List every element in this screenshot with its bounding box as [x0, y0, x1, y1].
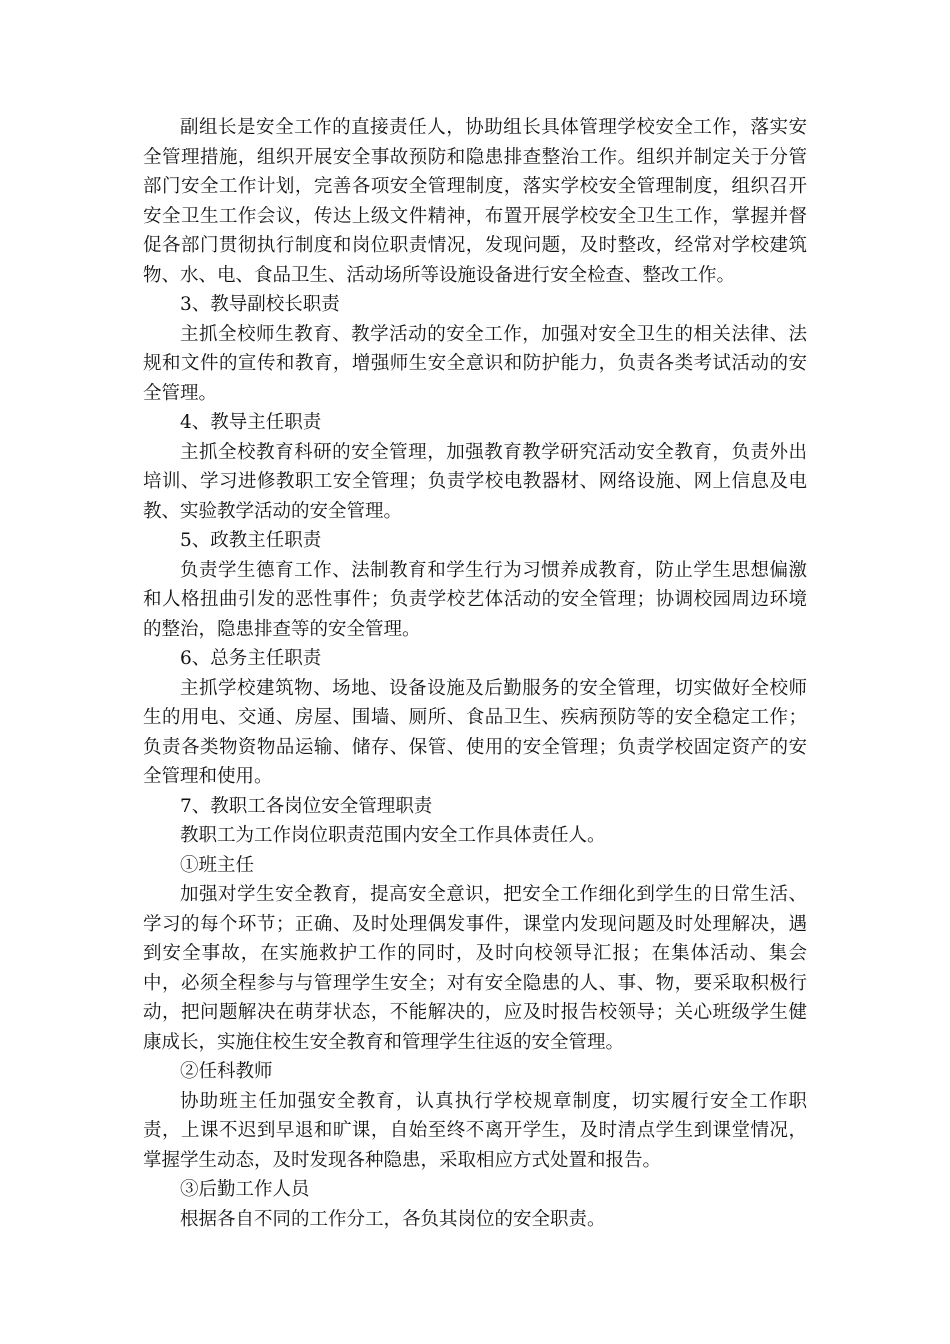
paragraph-moral-education-director: 负责学生德育工作、法制教育和学生行为习惯养成教育，防止学生思想偏激和人格扭曲引发的恶性事件；负责学校艺体活动的安全管理；协调校园周边环境的整治，隐患排查等的安全管理。 [143, 559, 807, 640]
heading-academic-vice-principal: 3、教导副校长职责 [180, 294, 340, 315]
heading-logistics-staff: ③后勤工作人员 [180, 1179, 310, 1200]
heading-moral-education-director: 5、政教主任职责 [180, 530, 322, 551]
heading-academic-director: 4、教导主任职责 [180, 412, 322, 433]
paragraph-general-affairs-director: 主抓学校建筑物、场地、设备设施及后勤服务的安全管理，切实做好全校师生的用电、交通、房屋、围墙、厕所、食品卫生、疾病预防等的安全稳定工作；负责各类物资物品运输、储存、保管、使用的安全管理；负责学校固定资产的安全管理和使用。 [143, 677, 807, 787]
paragraph-academic-vice-principal: 主抓全校师生教育、教学活动的安全工作，加强对安全卫生的相关法律、法规和文件的宣传和教育，增强师生安全意识和防护能力，负责各类考试活动的安全管理。 [143, 323, 807, 404]
paragraph-logistics-staff: 根据各自不同的工作分工，各负其岗位的安全职责。 [180, 1208, 606, 1230]
paragraph-class-teacher: 加强对学生安全教育，提高安全意识，把安全工作细化到学生的日常生活、学习的每个环节；正确、及时处理偶发事件，课堂内发现问题及时处理解决，遇到安全事故，在实施救护工作的同时，及时向校领导汇报；在集体活动、集会中，必须全程参与与管理学生安全；对有安全隐患的人、事、物，要采取积极行动，把问题解决在萌芽状态，不能解决的，应及时报告校领导；关心班级学生健康成长，实施住校生安全教育和管理学生往返的安全管理。 [143, 884, 807, 1053]
document-body [143, 113, 807, 1234]
heading-subject-teacher: ②任科教师 [180, 1061, 273, 1082]
paragraph-subject-teacher: 协助班主任加强安全教育，认真执行学校规章制度，切实履行安全工作职责，上课不迟到早退和旷课，自始至终不离开学生，及时清点学生到课堂情况，掌握学生动态，及时发现各种隐患，采取相应方式处置和报告。 [143, 1090, 807, 1171]
heading-general-affairs-director: 6、总务主任职责 [180, 648, 322, 669]
paragraph-academic-director: 主抓全校教育科研的安全管理，加强教育教学研究活动安全教育，负责外出培训、学习进修教职工安全管理；负责学校电教器材、网络设施、网上信息及电教、实验教学活动的安全管理。 [143, 441, 807, 522]
paragraph-staff-duties: 教职工为工作岗位职责范围内安全工作具体责任人。 [180, 825, 606, 846]
heading-staff-duties: 7、教职工各岗位安全管理职责 [180, 795, 433, 817]
heading-class-teacher: ①班主任 [180, 854, 255, 876]
paragraph-vice-leader-duties: 副组长是安全工作的直接责任人，协助组长具体管理学校安全工作，落实安全管理措施，组织开展安全事故预防和隐患排查整治工作。组织并制定关于分管部门安全工作计划，完善各项安全管理制度，落实学校安全管理制度，组织召开安全卫生工作会议，传达上级文件精神，布置开展学校安全卫生工作，掌握并督促各部门贯彻执行制度和岗位职责情况，发现问题，及时整改，经常对学校建筑物、水、电、食品卫生、活动场所等设施设备进行安全检查、整改工作。 [143, 117, 807, 286]
